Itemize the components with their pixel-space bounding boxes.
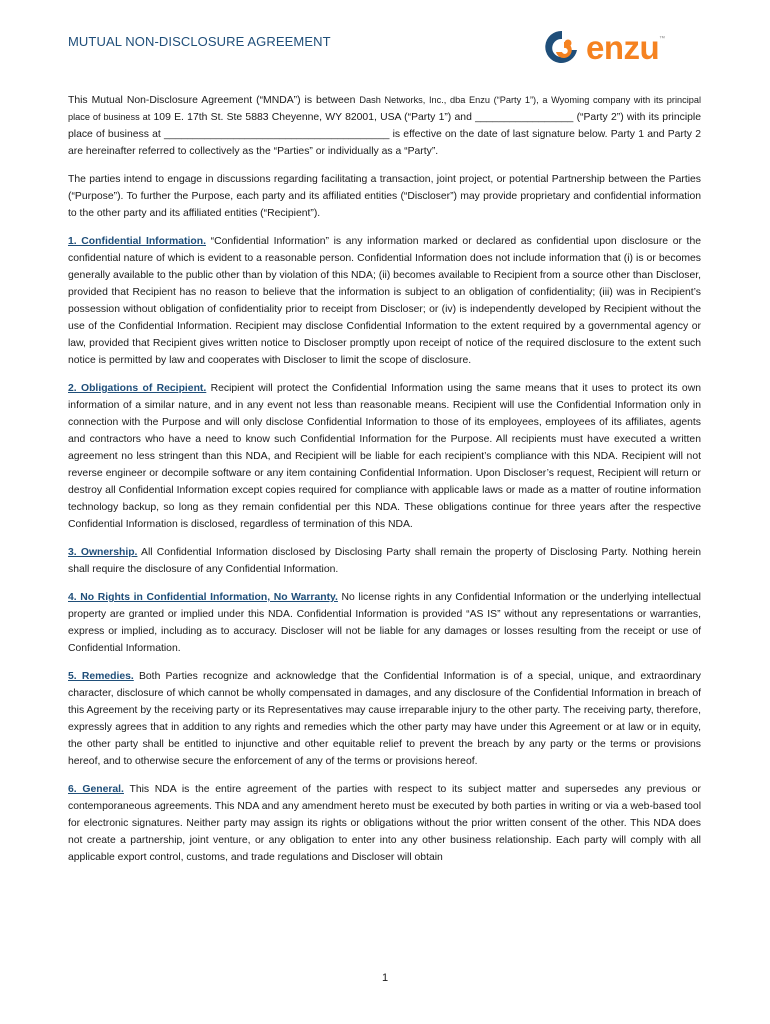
section-heading: 5. Remedies. [68, 671, 134, 682]
section-4 [68, 589, 701, 657]
section-body: Both Parties recognize and acknowledge that the Confidential Information is of a special, unique, and extraordinary character, disclosure of which cannot be wholly compensated in damages, and any disclosure of the Confidential Information in breach of this Agreement by the receiving party or its Representatives may cause irreparable injury to the other party. The receiving party, therefore, expressly agrees that in addition to any rights and remedies which the other party may have under this Agreement or at law or in equity, the other party shall be entitled to injunctive and other equitable relief to prevent the breach by any party or the terms or provisions hereof, and to otherwise secure the enforcement of any of the terms or provisions hereof. [68, 671, 702, 767]
section-heading: 4. No Rights in Confidential Information, No Warranty. [68, 592, 338, 603]
page-number: 1 [381, 972, 389, 984]
section-5 [68, 668, 701, 770]
intro-text-a: This Mutual Non-Disclosure Agreement (“MNDA”) is between [68, 95, 360, 106]
logo-trademark: ™ [659, 36, 666, 42]
logo-wordmark: enzu [586, 29, 660, 66]
section-heading: 2. Obligations of Recipient. [68, 383, 207, 394]
section-body: Recipient will protect the Confidential Information using the same means that it uses to protect its own information of a similar nature, and in any event not less than reasonable means. Recipient will use the Confidential Information only in connection with the Purpose and will only disclose Confidential Information to those of its employees, employees of its affiliates, agents and contractors who have a need to know such Confidential Information for the Purpose. All recipients must have executed a written agreement no less stringent than this NDA, and Recipient will be liable for each recipient’s compliance with this NDA. Recipient will not reverse engineer or decompile software or any item containing Confidential Information. Upon Discloser’s request, Recipient will return or destroy all Confidential Information except copies required for compliance with applicable laws or made as a matter of routine information technology backup, so long as they remain confidential per this NDA. These obligations continue for three years after the respective Confidential Information is disclosed, regardless of termination of this NDA. [68, 383, 701, 530]
section-1 [68, 233, 701, 369]
section-body: This NDA is the entire agreement of the parties with respect to its subject matter and supersedes any previous or contemporaneous agreements. This NDA and any amendment hereto must be executed by both parties in writing or via a web-based tool for electronic signatures. Neither party may assign its rights or obligations without the prior written consent of the other. This NDA does not create a partnership, joint venture, or any obligation to enter into any other business relationship. Each party will comply with all applicable export control, customs, and trade regulations and Discloser will obtain [68, 784, 701, 863]
intro-text-b: Dash Networks, Inc., dba Enzu (“Party 1”), a Wyoming company with its principal place of business at [68, 95, 702, 122]
section-heading: 3. Ownership. [68, 547, 138, 558]
document-header-title: MUTUAL NON-DISCLOSURE AGREEMENT [68, 34, 331, 49]
enzu-logo [544, 26, 694, 70]
section-body: “Confidential Information” is any information marked or declared as confidential upon disclosure or the confidential nature of which is evident to a reasonable person. Confidential Information does not include information that (i) is or becomes generally available to the public other than by violation of this NDA; (ii) becomes available to Recipient from a source other than Discloser, provided that Recipient has no reason to believe that the information is subject to an obligation of confidentiality; (iii) was in Recipient’s possession without obligation of confidentiality prior to receipt from Discloser; or (iv) is independently developed by Recipient without the use of the Confidential Information. Recipient may disclose Confidential Information to the extent required by a governmental agency or law, provided that Recipient gives written notice to Discloser promptly upon receipt of notice of the required disclosure to the extent such notice is permitted by law and cooperates with Discloser to limit the scope of disclosure. [68, 236, 702, 366]
section-body: All Confidential Information disclosed by Disclosing Party shall remain the property of Disclosing Party. Nothing herein shall require the disclosure of any Confidential Information. [68, 547, 701, 575]
section-2 [68, 380, 701, 533]
enzu-logo-mark-icon [544, 28, 580, 68]
purpose-paragraph: The parties intend to engage in discussions regarding facilitating a transaction, joint project, or potential Partnership between the Parties (“Purpose”). To further the Purpose, each party and its affiliated entities (“Discloser”) may provide proprietary and confidential information to the other party and its affiliated entities (“Recipient”). [68, 174, 701, 219]
intro-paragraph [68, 92, 701, 160]
section-heading: 6. General. [68, 784, 124, 795]
section-6 [68, 781, 701, 866]
section-3 [68, 544, 701, 578]
intro-text-c: 109 E. 17th St. Ste 5883 Cheyenne, WY 82001, USA (“Party 1”) and _________________ (“Party 2”) with its principle place of business at _______________________________________ is effective on the date of last signature below. Party 1 and Party 2 are hereinafter referred to collectively as the “Parties” or individually as a “Party”. [68, 112, 701, 157]
agreement-body [68, 92, 701, 877]
section-heading: 1. Confidential Information. [68, 236, 206, 247]
section-body: No license rights in any Confidential Information or the underlying intellectual property are granted or implied under this NDA. Confidential Information is provided “AS IS” without any representations or warranties, express or implied, including as to accuracy. Discloser will not be liable for any damages or losses resulting from the receipt or use of Confidential Information. [68, 592, 701, 654]
